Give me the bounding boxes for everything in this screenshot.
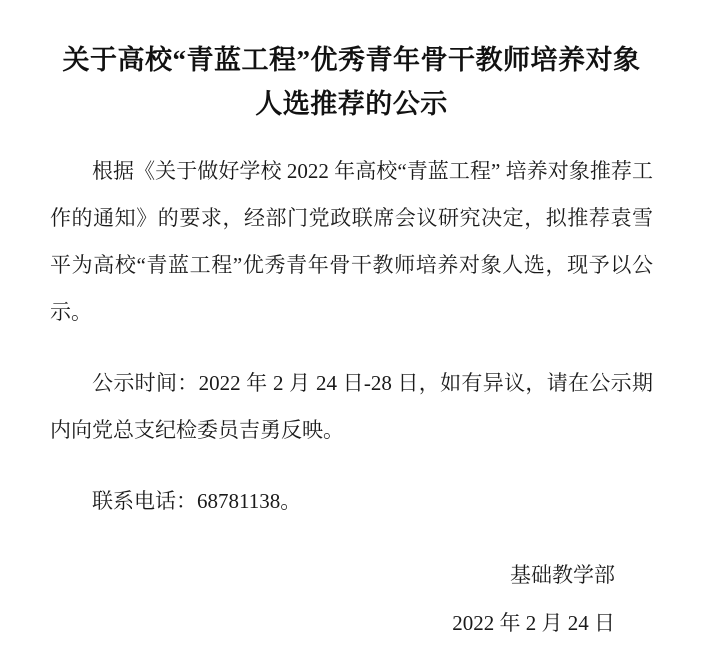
paragraph-spacer xyxy=(44,468,659,478)
paragraph-announcement: 根据《关于做好学校 2022 年高校“青蓝工程” 培养对象推荐工作的通知》的要求，经部门党政联席会议研究决定，拟推荐袁雪平为高校“青蓝工程”优秀青年骨干教师培养对象人选，现予以公示。 xyxy=(50,159,653,324)
signature-date: 2022 年 2 月 24 日 xyxy=(452,611,615,635)
paragraph-contact-phone: 联系电话：68781138。 xyxy=(92,489,302,513)
signature-department: 基础教学部 xyxy=(510,563,615,587)
signature-block xyxy=(44,551,615,647)
paragraph-spacer xyxy=(44,350,659,360)
page-title: 关于高校“青蓝工程”优秀青年骨干教师培养对象人选推荐的公示 xyxy=(62,45,641,119)
paragraph-publicity-period: 公示时间：2022 年 2 月 24 日-28 日，如有异议，请在公示期内向党总支纪检委员吉勇反映。 xyxy=(50,371,653,442)
